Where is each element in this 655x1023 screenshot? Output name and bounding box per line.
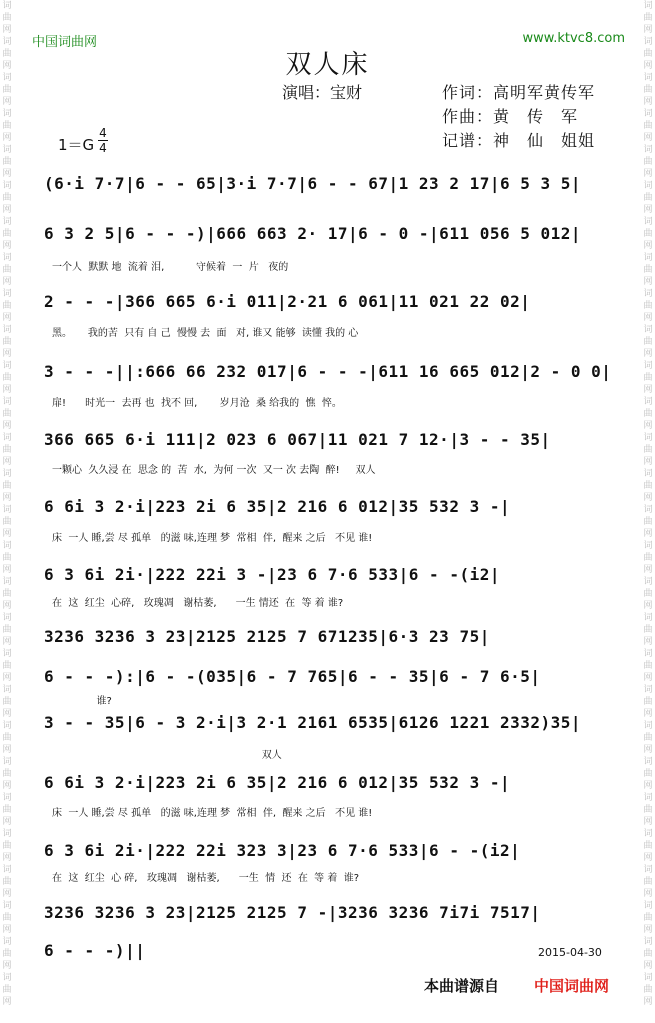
notation-line-14: 6 - - -)||	[44, 941, 146, 960]
notation-line-9: 6 - - -):|6 - -(035|6 - 7 765|6 - - 35|6 - 7 6·5|	[44, 667, 541, 686]
transcriber-credit: 记谱：神 仙 姐姐	[442, 131, 596, 150]
site-url-right[interactable]: www.ktvc8.com	[522, 31, 625, 46]
lyric-line-5: 一颗心 久久浸 在 思念 的 苦 水, 为何 一次 又一 次 去陶 醉! 双人	[52, 465, 376, 476]
notation-line-4: 3 - - -||:666 66 232 017|6 - - -|611 16 665 012|2 - 0 0|	[44, 362, 612, 381]
lyric-line-10: 双人	[52, 750, 282, 761]
lyric-line-2: 一个人 默默 地 流着 泪, 守候着 一 片 夜的	[52, 262, 289, 273]
time-signature-top: 4	[99, 126, 107, 140]
notation-line-10: 3 - - 35|6 - 3 2·i|3 2·1 2161 6535|6126 1221 2332)35|	[44, 713, 582, 732]
notation-line-7: 6 3 6i 2i·|222 22i 3 -|23 6 7·6 533|6 - -(i2|	[44, 565, 500, 584]
composer-credit: 作曲：黄 传 军	[442, 107, 579, 126]
source-label: 本曲谱源自	[424, 977, 500, 995]
watermark-right: 词曲网 词曲网 词曲网 词曲网 词曲网 词曲网 词曲网 词曲网 词曲网 词曲网 词曲网 词曲网 词曲网 词曲网 词曲网 词曲网 词曲网 词曲网 词曲网 词曲网 词曲网 词曲网 词曲网 词曲网 词曲网 词曲网 词曲网 词曲网	[643, 1, 653, 1007]
lyric-line-4: 扉! 时光一 去再 也 找不 回, 岁月沧 桑 给我的 憔 悴。	[52, 398, 342, 409]
lyric-line-11: 床 一人 睡,尝 尽 孤单 的滋 味,连理 梦 常相 伴, 醒来 之后 不见 谁!	[52, 808, 373, 819]
singer-credit: 演唱：宝财	[282, 83, 363, 102]
notation-line-3: 2 - - -|366 665 6·i 011|2·21 6 061|11 021 22 02|	[44, 292, 531, 311]
song-title: 双人床	[285, 50, 370, 80]
key-signature: 1＝G	[58, 136, 95, 154]
notation-line-6: 6 6i 3 2·i|223 2i 6 35|2 216 6 012|35 532 3 -|	[44, 497, 511, 516]
lyricist-credit: 作词：高明军黄传军	[442, 83, 596, 102]
site-name-left[interactable]: 中国词曲网	[32, 35, 98, 50]
time-signature-bottom: 4	[99, 141, 107, 155]
lyric-line-9: 谁?	[52, 696, 112, 707]
notation-line-11: 6 6i 3 2·i|223 2i 6 35|2 216 6 012|35 532 3 -|	[44, 773, 511, 792]
lyric-line-12: 在 这 红尘 心 碎, 玫瑰凋 谢枯萎, 一生 情 还 在 等 着 谁?	[52, 873, 360, 884]
lyric-line-6: 床 一人 睡,尝 尽 孤单 的滋 味,连理 梦 常相 伴, 醒来 之后 不见 谁!	[52, 533, 373, 544]
notation-line-8: 3236 3236 3 23|2125 2125 7 671235|6·3 23 75|	[44, 627, 490, 646]
source-site-link[interactable]: 中国词曲网	[534, 977, 610, 995]
lyric-line-7: 在 这 红尘 心碎, 玫瑰凋 谢枯萎, 一生 情还 在 等 着 谁?	[52, 598, 344, 609]
notation-line-12: 6 3 6i 2i·|222 22i 323 3|23 6 7·6 533|6 - -(i2|	[44, 841, 521, 860]
watermark-left: 词曲网 词曲网 词曲网 词曲网 词曲网 词曲网 词曲网 词曲网 词曲网 词曲网 词曲网 词曲网 词曲网 词曲网 词曲网 词曲网 词曲网 词曲网 词曲网 词曲网 词曲网 词曲网 词曲网 词曲网 词曲网 词曲网 词曲网 词曲网	[2, 1, 12, 1007]
notation-line-13: 3236 3236 3 23|2125 2125 7 -|3236 3236 7i7i 7517|	[44, 903, 541, 922]
notation-line-2: 6 3 2 5|6 - - -)|666 663 2· 17|6 - 0 -|611 056 5 012|	[44, 224, 582, 243]
transcription-date: 2015-04-30	[538, 946, 602, 959]
notation-line-1: (6·i 7·7|6 - - 65|3·i 7·7|6 - - 67|1 23 2 17|6 5 3 5|	[44, 174, 582, 193]
lyric-line-3: 黑。 我的苦 只有 自 己 慢慢 去 面 对, 谁又 能够 读懂 我的 心	[52, 328, 359, 339]
notation-line-5: 366 665 6·i 111|2 023 6 067|11 021 7 12·|3 - - 35|	[44, 430, 551, 449]
time-signature	[98, 127, 108, 154]
